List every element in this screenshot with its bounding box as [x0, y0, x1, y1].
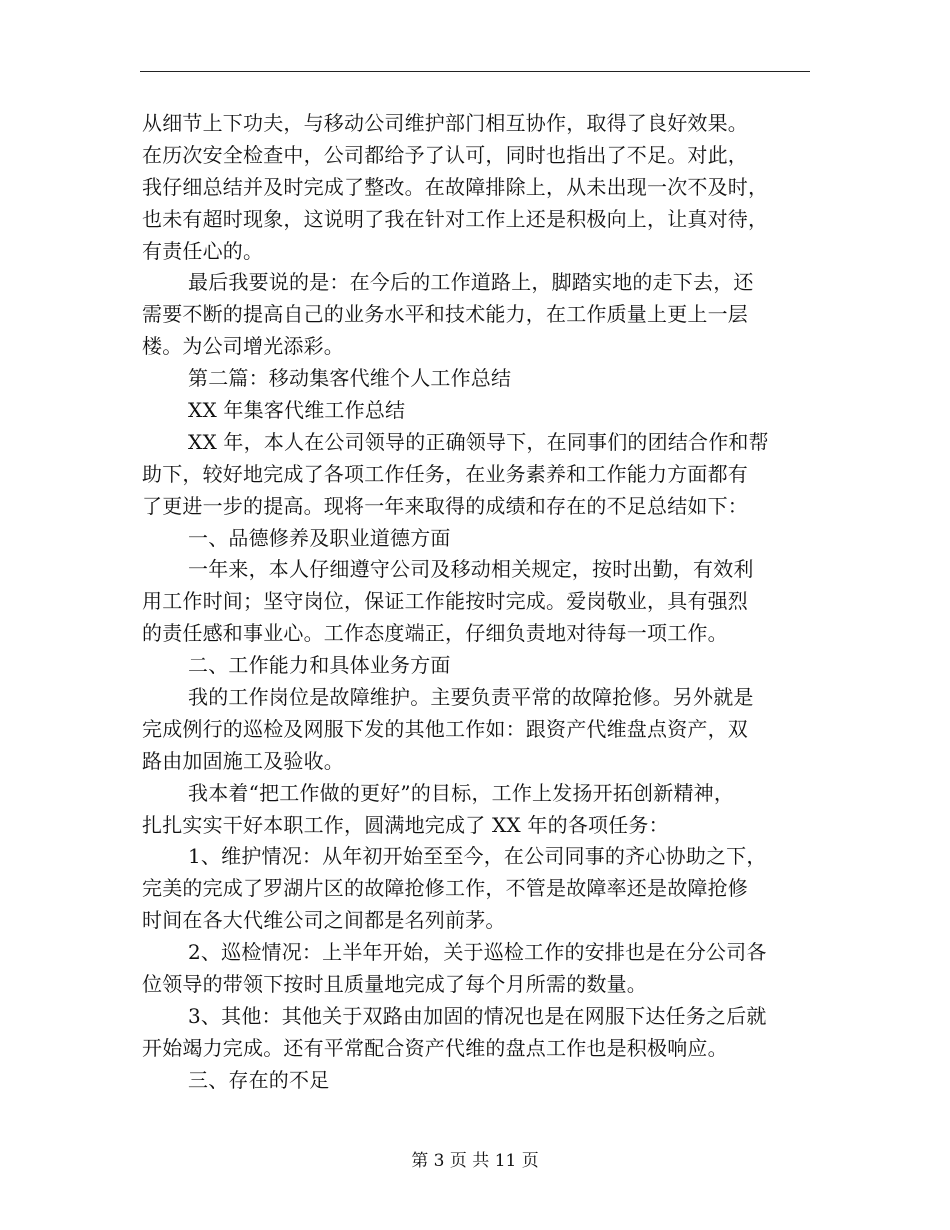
header-rule [140, 71, 810, 72]
text-line: 路由加固施工及验收。 [142, 748, 344, 773]
section-heading: 一、品德修养及职业道德方面 [188, 525, 451, 550]
paragraph-start-line: 一年来，本人仔细遵守公司及移动相关规定，按时出勤，有效利 [188, 557, 754, 582]
paragraph-start-line: 2、巡检情况：上半年开始，关于巡检工作的安排也是在分公司各 [188, 940, 767, 965]
section-heading: 三、存在的不足 [188, 1067, 330, 1092]
paragraph-start-line: XX 年，本人在公司领导的正确领导下，在同事们的团结合作和帮 [188, 429, 769, 454]
text-line: 也未有超时现象，这说明了我在针对工作上还是积极向上，让真对待， [142, 206, 769, 231]
text-line: 完成例行的巡检及网服下发的其他工作如：跟资产代维盘点资产，双 [142, 716, 748, 741]
text-line: 我仔细总结并及时完成了整改。在故障排除上，从未出现一次不及时， [142, 174, 769, 199]
text-line: 需要不断的提高自己的业务水平和技术能力，在工作质量上更上一层 [142, 302, 748, 327]
text-line: 从细节上下功夫，与移动公司维护部门相互协作，取得了良好效果。 [142, 111, 748, 135]
text-line: 位领导的带领下按时且质量地完成了每个月所需的数量。 [142, 972, 647, 997]
paragraph-start-line: 最后我要说的是：在今后的工作道路上，脚踏实地的走下去，还 [188, 270, 754, 295]
text-line: 用工作时间；坚守岗位，保证工作能按时完成。爱岗敬业，具有强烈 [142, 589, 748, 614]
paragraph-start-line: 3、其他：其他关于双路由加固的情况也是在网服下达任务之后就 [188, 1003, 767, 1028]
text-line: 扎扎实实干好本职工作，圆满地完成了 XX 年的各项任务： [142, 812, 669, 837]
section-heading: 第二篇：移动集客代维个人工作总结 [188, 366, 512, 391]
text-line: 时间在各大代维公司之间都是名列前茅。 [142, 908, 506, 933]
text-line: 在历次安全检查中，公司都给予了认可，同时也指出了不足。对此， [142, 142, 748, 167]
text-line: 了更进一步的提高。现将一年来取得的成绩和存在的不足总结如下： [142, 493, 748, 518]
text-line: 楼。为公司增光添彩。 [142, 334, 344, 359]
section-heading: 二、工作能力和具体业务方面 [188, 653, 451, 678]
paragraph-start-line: 我的工作岗位是故障维护。主要负责平常的故障抢修。另外就是 [188, 685, 754, 710]
text-line: 的责任感和事业心。工作态度端正，仔细负责地对待每一项工作。 [142, 621, 728, 646]
text-line: 完美的完成了罗湖片区的故障抢修工作，不管是故障率还是故障抢修 [142, 876, 748, 901]
paragraph-start-line: 1、维护情况：从年初开始至至今，在公司同事的齐心协助之下， [188, 844, 767, 869]
text-line: 有责任心的。 [142, 238, 264, 263]
page-number-footer: 第 3 页 共 11 页 [411, 1151, 539, 1171]
paragraph-start-line: 我本着“把工作做的更好”的目标，工作上发扬开拓创新精神， [188, 780, 735, 805]
text-line: 助下，较好地完成了各项工作任务，在业务素养和工作能力方面都有 [142, 461, 748, 486]
text-line: 开始竭力完成。还有平常配合资产代维的盘点工作也是积极响应。 [142, 1035, 728, 1060]
document-title: XX 年集客代维工作总结 [188, 398, 406, 423]
document-body [142, 108, 814, 1097]
